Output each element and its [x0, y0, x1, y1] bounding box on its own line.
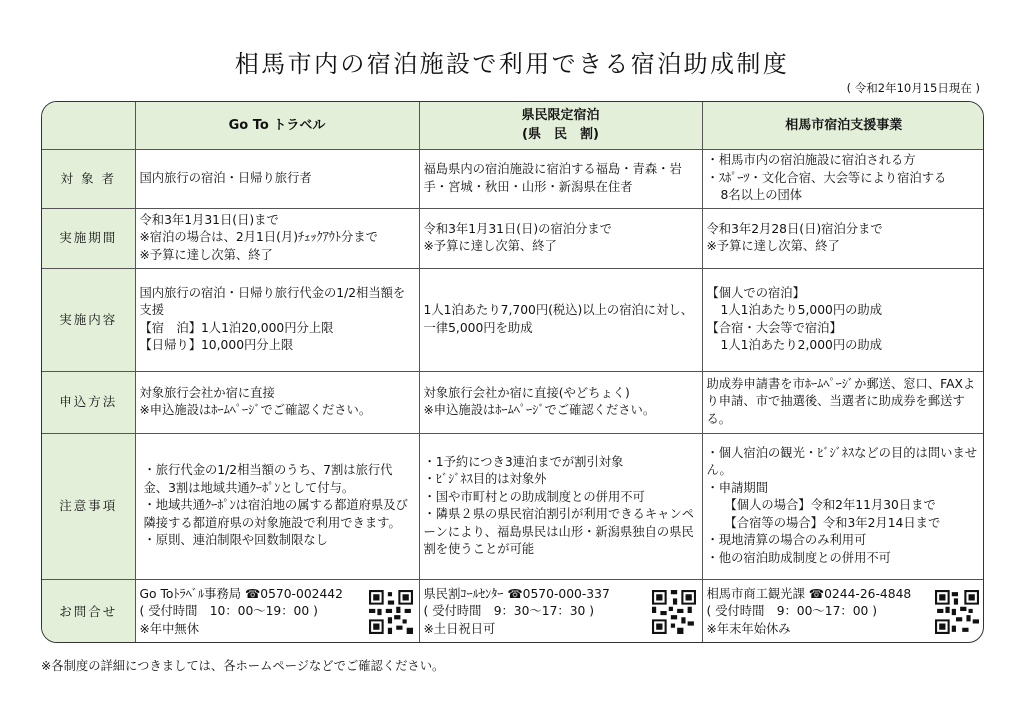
table-row	[42, 268, 984, 371]
cell-goto-notes: ・旅行代金の1/2相当額のうち、7割は旅行代金、3割は地域共通ｸｰﾎﾟﾝとして付与。 ・地域共通ｸｰﾎﾟﾝは宿泊地の属する都道府県及び隣接する都道府県の対象施設で利用できます。 ・原則、連泊制限や回数制限なし	[135, 433, 419, 579]
cell-soma-apply: 助成券申請書を市ﾎｰﾑﾍﾟｰｼﾞか郵送、窓口、FAXより申請、市で抽選後、当選者に助成券を郵送する。	[702, 371, 984, 433]
cell-kenmin-contact: 県民割ｺｰﾙｾﾝﾀｰ ☎0570-000-337 ( 受付時間 9：30～17：30 ) ※土日祝日可	[419, 579, 702, 643]
qr-code-icon[interactable]	[652, 590, 696, 634]
cell-goto-period: 令和3年1月31日(日)まで ※宿泊の場合は、2月1日(月)ﾁｪｯｸｱｳﾄ分まで ※予算に達し次第、終了	[135, 208, 419, 268]
table-row	[42, 149, 984, 208]
table-row	[42, 208, 984, 268]
cell-kenmin-apply: 対象旅行会社か宿に直接(やどちょく) ※申込施設はﾎｰﾑﾍﾟｰｼﾞでご確認ください。	[419, 371, 702, 433]
qr-code-icon[interactable]	[935, 590, 979, 634]
cell-goto-contact: Go Toﾄﾗﾍﾞﾙ事務局 ☎0570-002442 ( 受付時間 10：00～19：00 ) ※年中無休	[135, 579, 419, 643]
comparison-table	[42, 102, 984, 643]
row-label-period: 実施期間	[42, 208, 135, 268]
cell-soma-content: 【個人での宿泊】 1人1泊あたり5,000円の助成 【合宿・大会等で宿泊】 1人1泊あたり2,000円の助成	[702, 268, 984, 371]
footnote: ※各制度の詳細につきましては、各ホームページなどでご確認ください。	[41, 659, 445, 673]
cell-goto-apply: 対象旅行会社か宿に直接 ※申込施設はﾎｰﾑﾍﾟｰｼﾞでご確認ください。	[135, 371, 419, 433]
cell-kenmin-target: 福島県内の宿泊施設に宿泊する福島・青森・岩手・宮城・秋田・山形・新潟県在住者	[419, 149, 702, 208]
comparison-table-frame	[41, 101, 984, 643]
cell-kenmin-notes: ・1予約につき3連泊までが割引対象 ・ﾋﾞｼﾞﾈｽ目的は対象外 ・国や市町村との助成制度との併用不可 ・隣県２県の県民宿泊割引が利用できるキャンペーンにより、福島県民は山形・新潟県独自の県民割を使うことが可能	[419, 433, 702, 579]
corner-cell	[42, 102, 135, 149]
col-header-soma: 相馬市宿泊支援事業	[702, 102, 984, 149]
cell-soma-notes: ・個人宿泊の観光・ﾋﾞｼﾞﾈｽなどの目的は問いません。 ・申請期間 【個人の場合】令和2年11月30日まで 【合宿等の場合】令和3年2月14日まで ・現地清算の場合のみ利用可 ・他の宿泊助成制度との併用不可	[702, 433, 984, 579]
cell-kenmin-period: 令和3年1月31日(日)の宿泊分まで ※予算に達し次第、終了	[419, 208, 702, 268]
page-title: 相馬市内の宿泊施設で利用できる宿泊助成制度	[234, 50, 790, 78]
table-row	[42, 371, 984, 433]
row-label-contact: お問合せ	[42, 579, 135, 643]
cell-kenmin-content: 1人1泊あたり7,700円(税込)以上の宿泊に対し、一律5,000円を助成	[419, 268, 702, 371]
cell-soma-contact: 相馬市商工観光課 ☎0244-26-4848 ( 受付時間 9：00～17：00 ) ※年末年始休み	[702, 579, 984, 643]
cell-goto-content: 国内旅行の宿泊・日帰り旅行代金の1/2相当額を支援 【宿 泊】1人1泊20,000円分上限 【日帰り】10,000円分上限	[135, 268, 419, 371]
table-row	[42, 579, 984, 643]
row-label-notes: 注意事項	[42, 433, 135, 579]
qr-code-icon[interactable]	[369, 590, 413, 634]
row-label-apply: 申込方法	[42, 371, 135, 433]
col-header-kenmin: 県民限定宿泊 (県 民 割)	[419, 102, 702, 149]
row-label-target: 対 象 者	[42, 149, 135, 208]
cell-soma-period: 令和3年2月28日(日)宿泊分まで ※予算に達し次第、終了	[702, 208, 984, 268]
as-of-date: ( 令和2年10月15日現在 )	[846, 81, 980, 95]
cell-goto-target: 国内旅行の宿泊・日帰り旅行者	[135, 149, 419, 208]
cell-soma-target: ・相馬市内の宿泊施設に宿泊される方 ・ｽﾎﾟｰﾂ・文化合宿、大会等により宿泊する 8名以上の団体	[702, 149, 984, 208]
col-header-goto: Go To トラベル	[135, 102, 419, 149]
table-row	[42, 433, 984, 579]
row-label-content: 実施内容	[42, 268, 135, 371]
